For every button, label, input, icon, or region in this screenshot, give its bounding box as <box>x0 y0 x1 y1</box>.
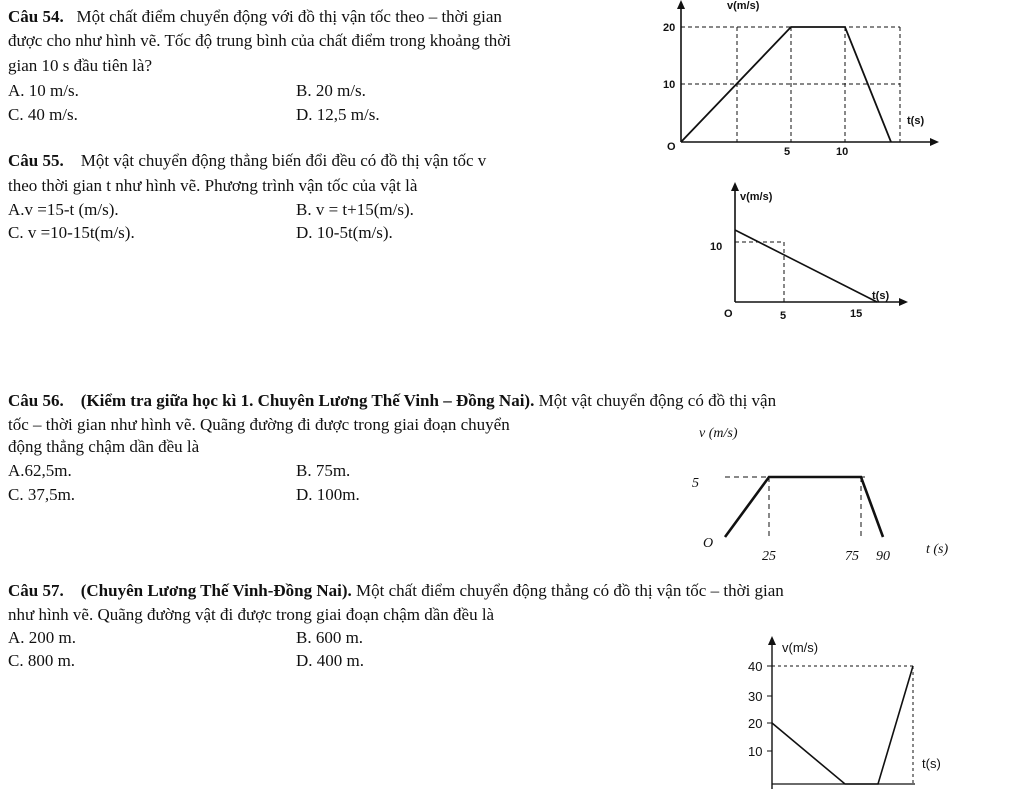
q55-x-label: t(s) <box>872 290 890 302</box>
q54-x-arrow-icon <box>930 138 939 146</box>
q57-stem-first: Một chất điểm chuyển động thẳng có đồ thị vận tốc – thời gian <box>356 581 784 600</box>
q54-graph <box>645 0 945 165</box>
q57-y-tick-40: 40 <box>748 659 763 674</box>
q56-origin: O <box>703 536 714 551</box>
q57-stem-2: như hình vẽ. Quãng đường vật đi được trong giai đoạn chậm dần đều là <box>8 605 495 624</box>
q55-number: Câu 55. <box>8 151 64 170</box>
q54-option-b[interactable]: B. 20 m/s. <box>296 81 366 100</box>
q57-graph <box>740 632 980 789</box>
q56-x-tick-90: 90 <box>876 549 890 564</box>
q55-x-arrow-icon <box>899 298 908 306</box>
q56-number: Câu 56. <box>8 391 64 410</box>
q55-line-1 <box>8 150 486 171</box>
q57-y-tick-10: 10 <box>748 744 763 759</box>
q56-stem-first: Một vật chuyển động có đồ thị vận <box>538 391 777 410</box>
q57-line-1 <box>8 580 784 601</box>
q54-stem-1: Một chất điểm chuyển động với đồ thị vận tốc theo – thời gian <box>76 7 502 26</box>
q55-option-c[interactable]: C. v =10-15t(m/s). <box>8 223 135 242</box>
q57-y-tick-30: 30 <box>748 689 763 704</box>
q56-stem-3: động thẳng chậm dần đều là <box>8 437 200 456</box>
q56-velocity-line <box>725 477 883 537</box>
q55-x-tick-15: 15 <box>850 308 863 320</box>
q57-number: Câu 57. <box>8 581 64 600</box>
q54-origin: O <box>667 141 676 153</box>
q54-y-tick-10: 10 <box>663 79 676 91</box>
q54-x-tick-10: 10 <box>836 146 849 158</box>
q56-x-tick-75: 75 <box>845 549 859 564</box>
q54-line-1 <box>8 6 502 27</box>
q56-option-d[interactable]: D. 100m. <box>296 485 360 504</box>
q55-graph <box>700 178 920 328</box>
q55-origin: O <box>724 308 733 320</box>
q54-stem-2: được cho như hình vẽ. Tốc độ trung bình của chất điểm trong khoảng thời <box>8 31 512 50</box>
q54-x-label: t(s) <box>907 115 925 127</box>
q55-stem-1: Một vật chuyển động thẳng biến đổi đều có đồ thị vận tốc v <box>80 151 487 170</box>
q55-stem-2: theo thời gian t như hình vẽ. Phương trình vận tốc của vật là <box>8 176 418 195</box>
q56-y-tick-5: 5 <box>692 476 699 491</box>
q54-y-tick-20: 20 <box>663 22 676 34</box>
q55-option-b[interactable]: B. v = t+15(m/s). <box>296 200 414 219</box>
q54-option-a[interactable]: A. 10 m/s. <box>8 81 79 100</box>
q56-y-label: v (m/s) <box>699 426 738 441</box>
q56-option-a[interactable]: A.62,5m. <box>8 461 72 480</box>
q54-option-c[interactable]: C. 40 m/s. <box>8 105 78 124</box>
q54-option-d[interactable]: D. 12,5 m/s. <box>296 105 380 124</box>
q55-y-tick-10: 10 <box>710 241 723 253</box>
q57-option-c[interactable]: C. 800 m. <box>8 651 76 670</box>
q54-y-label: v(m/s) <box>727 0 760 12</box>
q56-option-c[interactable]: C. 37,5m. <box>8 485 76 504</box>
q57-option-b[interactable]: B. 600 m. <box>296 628 364 647</box>
q57-y-label: v(m/s) <box>782 640 819 655</box>
q55-option-a[interactable]: A.v =15-t (m/s). <box>8 200 119 219</box>
q57-y-arrow-icon <box>768 636 776 645</box>
q56-x-label: t (s) <box>926 542 949 557</box>
q57-option-d[interactable]: D. 400 m. <box>296 651 364 670</box>
q56-option-b[interactable]: B. 75m. <box>296 461 351 480</box>
q55-velocity-line <box>735 230 877 302</box>
q56-graph <box>690 420 980 570</box>
q54-y-arrow-icon <box>677 0 685 9</box>
q57-x-label: t(s) <box>922 756 941 771</box>
q57-source: (Chuyên Lương Thế Vinh-Đồng Nai). <box>80 581 352 600</box>
q55-y-label: v(m/s) <box>740 191 773 203</box>
q55-y-arrow-icon <box>731 182 739 191</box>
q56-line-1 <box>8 390 776 411</box>
q57-velocity-line <box>772 666 913 784</box>
q57-y-tick-20: 20 <box>748 716 763 731</box>
q54-x-tick-5: 5 <box>784 146 791 158</box>
q57-option-a[interactable]: A. 200 m. <box>8 628 76 647</box>
q55-x-tick-5: 5 <box>780 310 787 322</box>
q56-stem-2: tốc – thời gian như hình vẽ. Quãng đường đi được trong giai đoạn chuyển <box>8 415 510 434</box>
q54-stem-3: gian 10 s đầu tiên là? <box>8 56 152 75</box>
q55-option-d[interactable]: D. 10-5t(m/s). <box>296 223 393 242</box>
q56-source: (Kiểm tra giữa học kì 1. Chuyên Lương Thế Vinh – Đồng Nai). <box>80 391 535 410</box>
q54-number: Câu 54. <box>8 7 64 26</box>
q56-x-tick-25: 25 <box>762 549 776 564</box>
